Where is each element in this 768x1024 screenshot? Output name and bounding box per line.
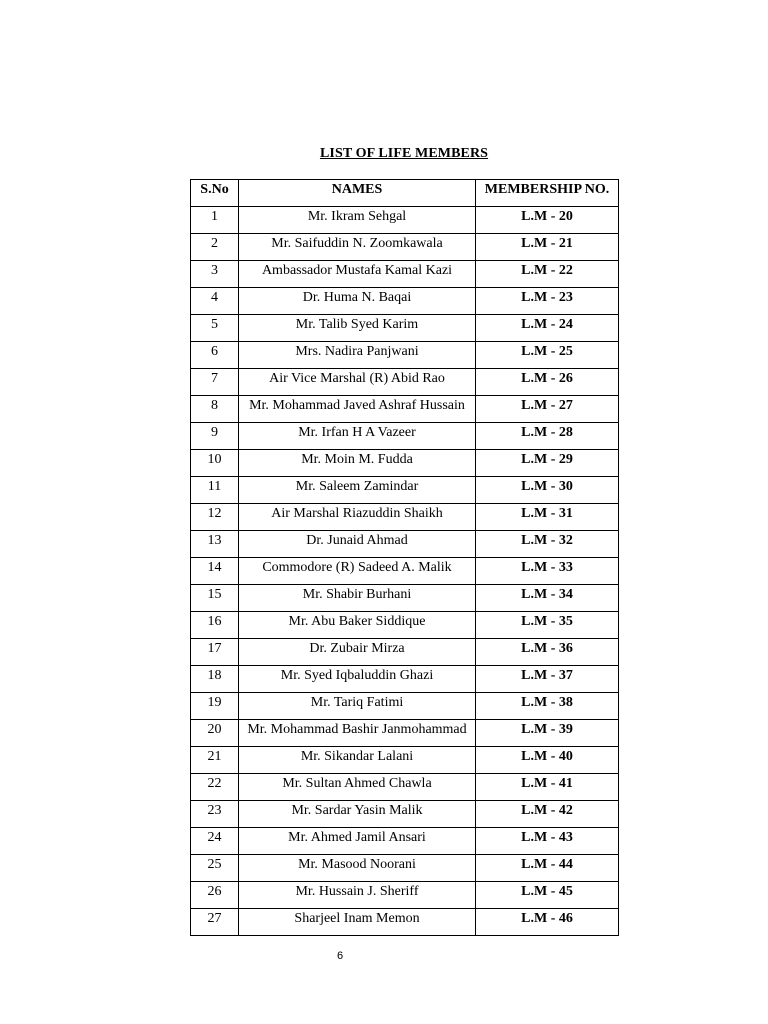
table-row: [191, 396, 619, 423]
table-row: [191, 747, 619, 774]
cell-membership-no: L.M - 23: [476, 288, 619, 315]
table-row: [191, 639, 619, 666]
cell-membership-no: L.M - 38: [476, 693, 619, 720]
page-number: 6: [336, 950, 344, 962]
cell-sno: 9: [191, 423, 239, 450]
cell-sno: 24: [191, 828, 239, 855]
cell-member-name: Mr. Talib Syed Karim: [239, 315, 476, 342]
table-row: [191, 801, 619, 828]
table-row: [191, 369, 619, 396]
cell-member-name: Mr. Moin M. Fudda: [239, 450, 476, 477]
cell-membership-no: L.M - 21: [476, 234, 619, 261]
cell-sno: 14: [191, 558, 239, 585]
cell-sno: 12: [191, 504, 239, 531]
cell-sno: 11: [191, 477, 239, 504]
table-row: [191, 531, 619, 558]
cell-member-name: Mr. Mohammad Bashir Janmohammad: [239, 720, 476, 747]
table-row: [191, 558, 619, 585]
cell-membership-no: L.M - 36: [476, 639, 619, 666]
column-header-membership: MEMBERSHIP NO.: [476, 180, 619, 207]
cell-membership-no: L.M - 24: [476, 315, 619, 342]
cell-membership-no: L.M - 39: [476, 720, 619, 747]
cell-sno: 13: [191, 531, 239, 558]
table-row: [191, 720, 619, 747]
table-row: [191, 342, 619, 369]
cell-membership-no: L.M - 26: [476, 369, 619, 396]
cell-member-name: Mr. Irfan H A Vazeer: [239, 423, 476, 450]
table-row: [191, 504, 619, 531]
cell-sno: 26: [191, 882, 239, 909]
cell-membership-no: L.M - 31: [476, 504, 619, 531]
cell-sno: 21: [191, 747, 239, 774]
cell-membership-no: L.M - 37: [476, 666, 619, 693]
cell-member-name: Dr. Huma N. Baqai: [239, 288, 476, 315]
table-header-row: [191, 180, 619, 207]
cell-member-name: Mrs. Nadira Panjwani: [239, 342, 476, 369]
cell-member-name: Mr. Saleem Zamindar: [239, 477, 476, 504]
table-row: [191, 234, 619, 261]
cell-membership-no: L.M - 33: [476, 558, 619, 585]
cell-member-name: Mr. Saifuddin N. Zoomkawala: [239, 234, 476, 261]
cell-sno: 27: [191, 909, 239, 936]
cell-sno: 7: [191, 369, 239, 396]
cell-sno: 17: [191, 639, 239, 666]
cell-member-name: Ambassador Mustafa Kamal Kazi: [239, 261, 476, 288]
cell-member-name: Mr. Tariq Fatimi: [239, 693, 476, 720]
cell-membership-no: L.M - 35: [476, 612, 619, 639]
cell-member-name: Sharjeel Inam Memon: [239, 909, 476, 936]
cell-membership-no: L.M - 32: [476, 531, 619, 558]
cell-member-name: Mr. Mohammad Javed Ashraf Hussain: [239, 396, 476, 423]
cell-sno: 16: [191, 612, 239, 639]
cell-sno: 8: [191, 396, 239, 423]
table-row: [191, 450, 619, 477]
life-members-table: [190, 179, 619, 936]
cell-membership-no: L.M - 25: [476, 342, 619, 369]
cell-membership-no: L.M - 44: [476, 855, 619, 882]
cell-membership-no: L.M - 45: [476, 882, 619, 909]
column-header-sno: S.No: [191, 180, 239, 207]
table-row: [191, 207, 619, 234]
cell-sno: 5: [191, 315, 239, 342]
table-row: [191, 909, 619, 936]
cell-sno: 25: [191, 855, 239, 882]
cell-sno: 3: [191, 261, 239, 288]
cell-member-name: Dr. Zubair Mirza: [239, 639, 476, 666]
cell-membership-no: L.M - 40: [476, 747, 619, 774]
cell-member-name: Mr. Sultan Ahmed Chawla: [239, 774, 476, 801]
cell-member-name: Air Marshal Riazuddin Shaikh: [239, 504, 476, 531]
cell-member-name: Dr. Junaid Ahmad: [239, 531, 476, 558]
cell-member-name: Mr. Ikram Sehgal: [239, 207, 476, 234]
table-row: [191, 882, 619, 909]
cell-member-name: Mr. Shabir Burhani: [239, 585, 476, 612]
cell-membership-no: L.M - 46: [476, 909, 619, 936]
cell-sno: 10: [191, 450, 239, 477]
cell-sno: 1: [191, 207, 239, 234]
cell-sno: 23: [191, 801, 239, 828]
column-header-names: NAMES: [239, 180, 476, 207]
cell-membership-no: L.M - 28: [476, 423, 619, 450]
cell-membership-no: L.M - 34: [476, 585, 619, 612]
cell-member-name: Mr. Hussain J. Sheriff: [239, 882, 476, 909]
cell-membership-no: L.M - 42: [476, 801, 619, 828]
cell-membership-no: L.M - 29: [476, 450, 619, 477]
table-row: [191, 423, 619, 450]
table-row: [191, 612, 619, 639]
cell-sno: 19: [191, 693, 239, 720]
cell-sno: 22: [191, 774, 239, 801]
cell-member-name: Mr. Masood Noorani: [239, 855, 476, 882]
cell-member-name: Mr. Abu Baker Siddique: [239, 612, 476, 639]
cell-membership-no: L.M - 27: [476, 396, 619, 423]
cell-membership-no: L.M - 43: [476, 828, 619, 855]
cell-member-name: Mr. Sikandar Lalani: [239, 747, 476, 774]
cell-sno: 4: [191, 288, 239, 315]
table-body: [191, 207, 619, 936]
cell-member-name: Air Vice Marshal (R) Abid Rao: [239, 369, 476, 396]
table-row: [191, 585, 619, 612]
cell-sno: 18: [191, 666, 239, 693]
cell-membership-no: L.M - 20: [476, 207, 619, 234]
table-row: [191, 774, 619, 801]
cell-member-name: Mr. Syed Iqbaluddin Ghazi: [239, 666, 476, 693]
cell-member-name: Mr. Ahmed Jamil Ansari: [239, 828, 476, 855]
cell-member-name: Mr. Sardar Yasin Malik: [239, 801, 476, 828]
table-row: [191, 288, 619, 315]
page-title: LIST OF LIFE MEMBERS: [319, 146, 489, 161]
table-row: [191, 828, 619, 855]
table-row: [191, 666, 619, 693]
cell-membership-no: L.M - 41: [476, 774, 619, 801]
cell-sno: 2: [191, 234, 239, 261]
cell-sno: 6: [191, 342, 239, 369]
table-row: [191, 855, 619, 882]
table-row: [191, 261, 619, 288]
table-row: [191, 693, 619, 720]
cell-sno: 15: [191, 585, 239, 612]
cell-membership-no: L.M - 22: [476, 261, 619, 288]
cell-sno: 20: [191, 720, 239, 747]
cell-membership-no: L.M - 30: [476, 477, 619, 504]
table-row: [191, 315, 619, 342]
table-row: [191, 477, 619, 504]
cell-member-name: Commodore (R) Sadeed A. Malik: [239, 558, 476, 585]
